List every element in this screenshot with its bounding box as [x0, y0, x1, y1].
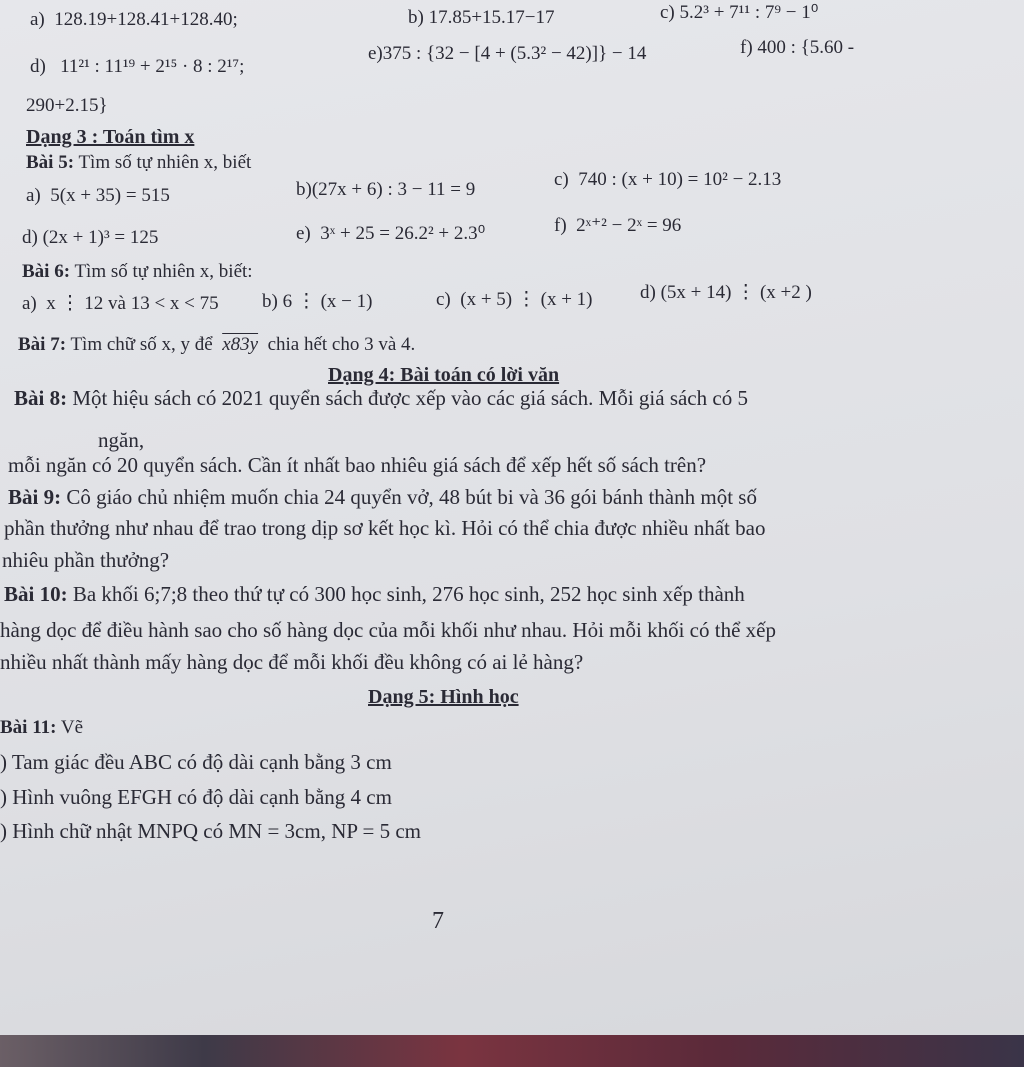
exercise-bai11-item: ) Hình chữ nhật MNPQ có MN = 3cm, NP = 5 cm: [0, 819, 422, 843]
item-expression: 6 ⋮ (x − 1): [282, 291, 373, 312]
exercise-bai7: [18, 335, 415, 354]
exercise-item: [22, 294, 219, 313]
item-label: d): [22, 227, 38, 248]
item-expression: 400 : {5.60 -: [757, 37, 855, 58]
exercise-bai11-item: ) Hình vuông EFGH có độ dài cạnh bằng 4 cm: [0, 785, 392, 809]
item-expression: 128.19+128.41+128.40;: [54, 9, 238, 30]
page-number: 7: [432, 908, 444, 934]
item-expression: (27x + 6) : 3 − 11 = 9: [311, 179, 476, 200]
exercise-title: Bài 9:: [8, 485, 62, 509]
exercise-bai10-line3: nhiều nhất thành mấy hàng dọc để mỗi khối đều không có ai lẻ hàng?: [0, 650, 584, 674]
exercise-item: [408, 8, 555, 27]
item-label: c): [554, 169, 569, 190]
exercise-title: Bài 10:: [4, 582, 68, 606]
item-expression: 5(x + 35) = 515: [50, 185, 170, 206]
item-expression: x ⋮ 12 và 13 < x < 75: [46, 293, 219, 314]
exercise-item: [640, 283, 812, 302]
exercise-item: [660, 3, 818, 22]
exercise-bai8-line3: mỗi ngăn có 20 quyển sách. Cần ít nhất bao nhiêu giá sách để xếp hết số sách trên?: [8, 453, 707, 477]
exercise-item: [262, 292, 372, 311]
exercise-bai10-line1: [4, 584, 745, 605]
item-label: d): [30, 56, 46, 77]
exercise-item-continuation: [26, 96, 108, 115]
exercise-bai9-line3: nhiêu phần thưởng?: [2, 548, 170, 572]
item-label: a): [26, 185, 41, 206]
background-fabric: [0, 1035, 1024, 1067]
exercise-title: Bài 5:: [26, 152, 75, 173]
exercise-title: Bài 8:: [14, 386, 68, 410]
item-expression: 2ˣ⁺² − 2ˣ = 96: [576, 215, 682, 236]
item-label: a): [22, 293, 37, 314]
item-label: b): [296, 179, 312, 200]
item-label: f): [554, 215, 567, 236]
exercise-item: [296, 224, 485, 243]
exercise-item: [554, 216, 681, 235]
section-heading-dang5: Dạng 5: Hình học: [368, 686, 519, 708]
exercise-item: [740, 38, 854, 57]
exercise-text: Vẽ: [60, 717, 84, 738]
item-expression: 11²¹ : 11¹⁹ + 2¹⁵ · 8 : 2¹⁷;: [60, 56, 245, 77]
section-heading-dang3: Dạng 3 : Toán tìm x: [26, 126, 195, 148]
item-expression: 5.2³ + 7¹¹ : 7⁹ − 1⁰: [679, 2, 819, 23]
exercise-item: [22, 228, 158, 247]
exercise-item: [30, 10, 238, 29]
item-expression: (5x + 14) ⋮ (x +2 ): [660, 282, 812, 303]
exercise-title: Bài 6:: [22, 261, 71, 282]
exercise-bai11-item: ) Tam giác đều ABC có độ dài cạnh bằng 3 cm: [0, 750, 392, 774]
item-label: c): [436, 289, 451, 310]
item-expression: 17.85+15.17−17: [428, 7, 555, 28]
exercise-title: Bài 11:: [0, 717, 57, 738]
exercise-bai10-line2: hàng dọc để điều hành sao cho số hàng dọc của mỗi khối như nhau. Hỏi mỗi khối có thể xếp: [0, 618, 776, 642]
exercise-item: [26, 186, 170, 205]
exercise-bai8-line2: ngăn,: [98, 428, 145, 452]
exercise-bai9-line1: [8, 487, 757, 508]
exercise-bai6: [22, 262, 253, 281]
exercise-text: Cô giáo chủ nhiệm muốn chia 24 quyển vở, 48 bút bi và 36 gói bánh thành một số: [66, 485, 757, 509]
exercise-title: Bài 7:: [18, 334, 67, 355]
section-heading-dang4: Dạng 4: Bài toán có lời văn: [328, 364, 560, 386]
exercise-bai11: [0, 718, 83, 737]
exercise-item: [436, 290, 593, 309]
item-label: d): [640, 282, 656, 303]
exercise-text: Tìm số tự nhiên x, biết: [78, 152, 252, 173]
item-label: b): [408, 7, 424, 28]
exercise-text: Tìm chữ số x, y để: [70, 334, 213, 355]
exercise-item: [554, 170, 781, 189]
item-expression: 290+2.15}: [26, 95, 108, 116]
exercise-text: Ba khối 6;7;8 theo thứ tự có 300 học sinh, 276 học sinh, 252 học sinh xếp thành: [72, 582, 745, 606]
item-expression: 740 : (x + 10) = 10² − 2.13: [578, 169, 782, 190]
item-label: e): [368, 43, 383, 64]
item-label: c): [660, 2, 675, 23]
exercise-text: Một hiệu sách có 2021 quyển sách được xếp vào các giá sách. Mỗi giá sách có 5: [72, 386, 748, 410]
exercise-text: chia hết cho 3 và 4.: [267, 334, 416, 355]
exercise-item: [30, 57, 244, 76]
item-label: e): [296, 223, 311, 244]
item-expression: 3ˣ + 25 = 26.2² + 2.3⁰: [320, 223, 486, 244]
exercise-text: Tìm số tự nhiên x, biết:: [74, 261, 253, 282]
item-expression: (2x + 1)³ = 125: [42, 227, 159, 248]
exercise-bai9-line2: phần thưởng như nhau để trao trong dịp sơ kết học kì. Hỏi có thể chia được nhiều nhất bao: [4, 516, 766, 540]
item-label: a): [30, 9, 45, 30]
item-expression: (x + 5) ⋮ (x + 1): [460, 289, 593, 310]
item-label: f): [740, 37, 753, 58]
exercise-item: [296, 180, 475, 199]
item-label: b): [262, 291, 278, 312]
item-expression: 375 : {32 − [4 + (5.3² − 42)]} − 14: [382, 43, 647, 64]
exercise-bai5: [26, 153, 251, 172]
overlined-number: x83y: [222, 334, 259, 355]
exercise-bai8-line1: [14, 388, 748, 409]
exercise-item: [368, 44, 646, 63]
